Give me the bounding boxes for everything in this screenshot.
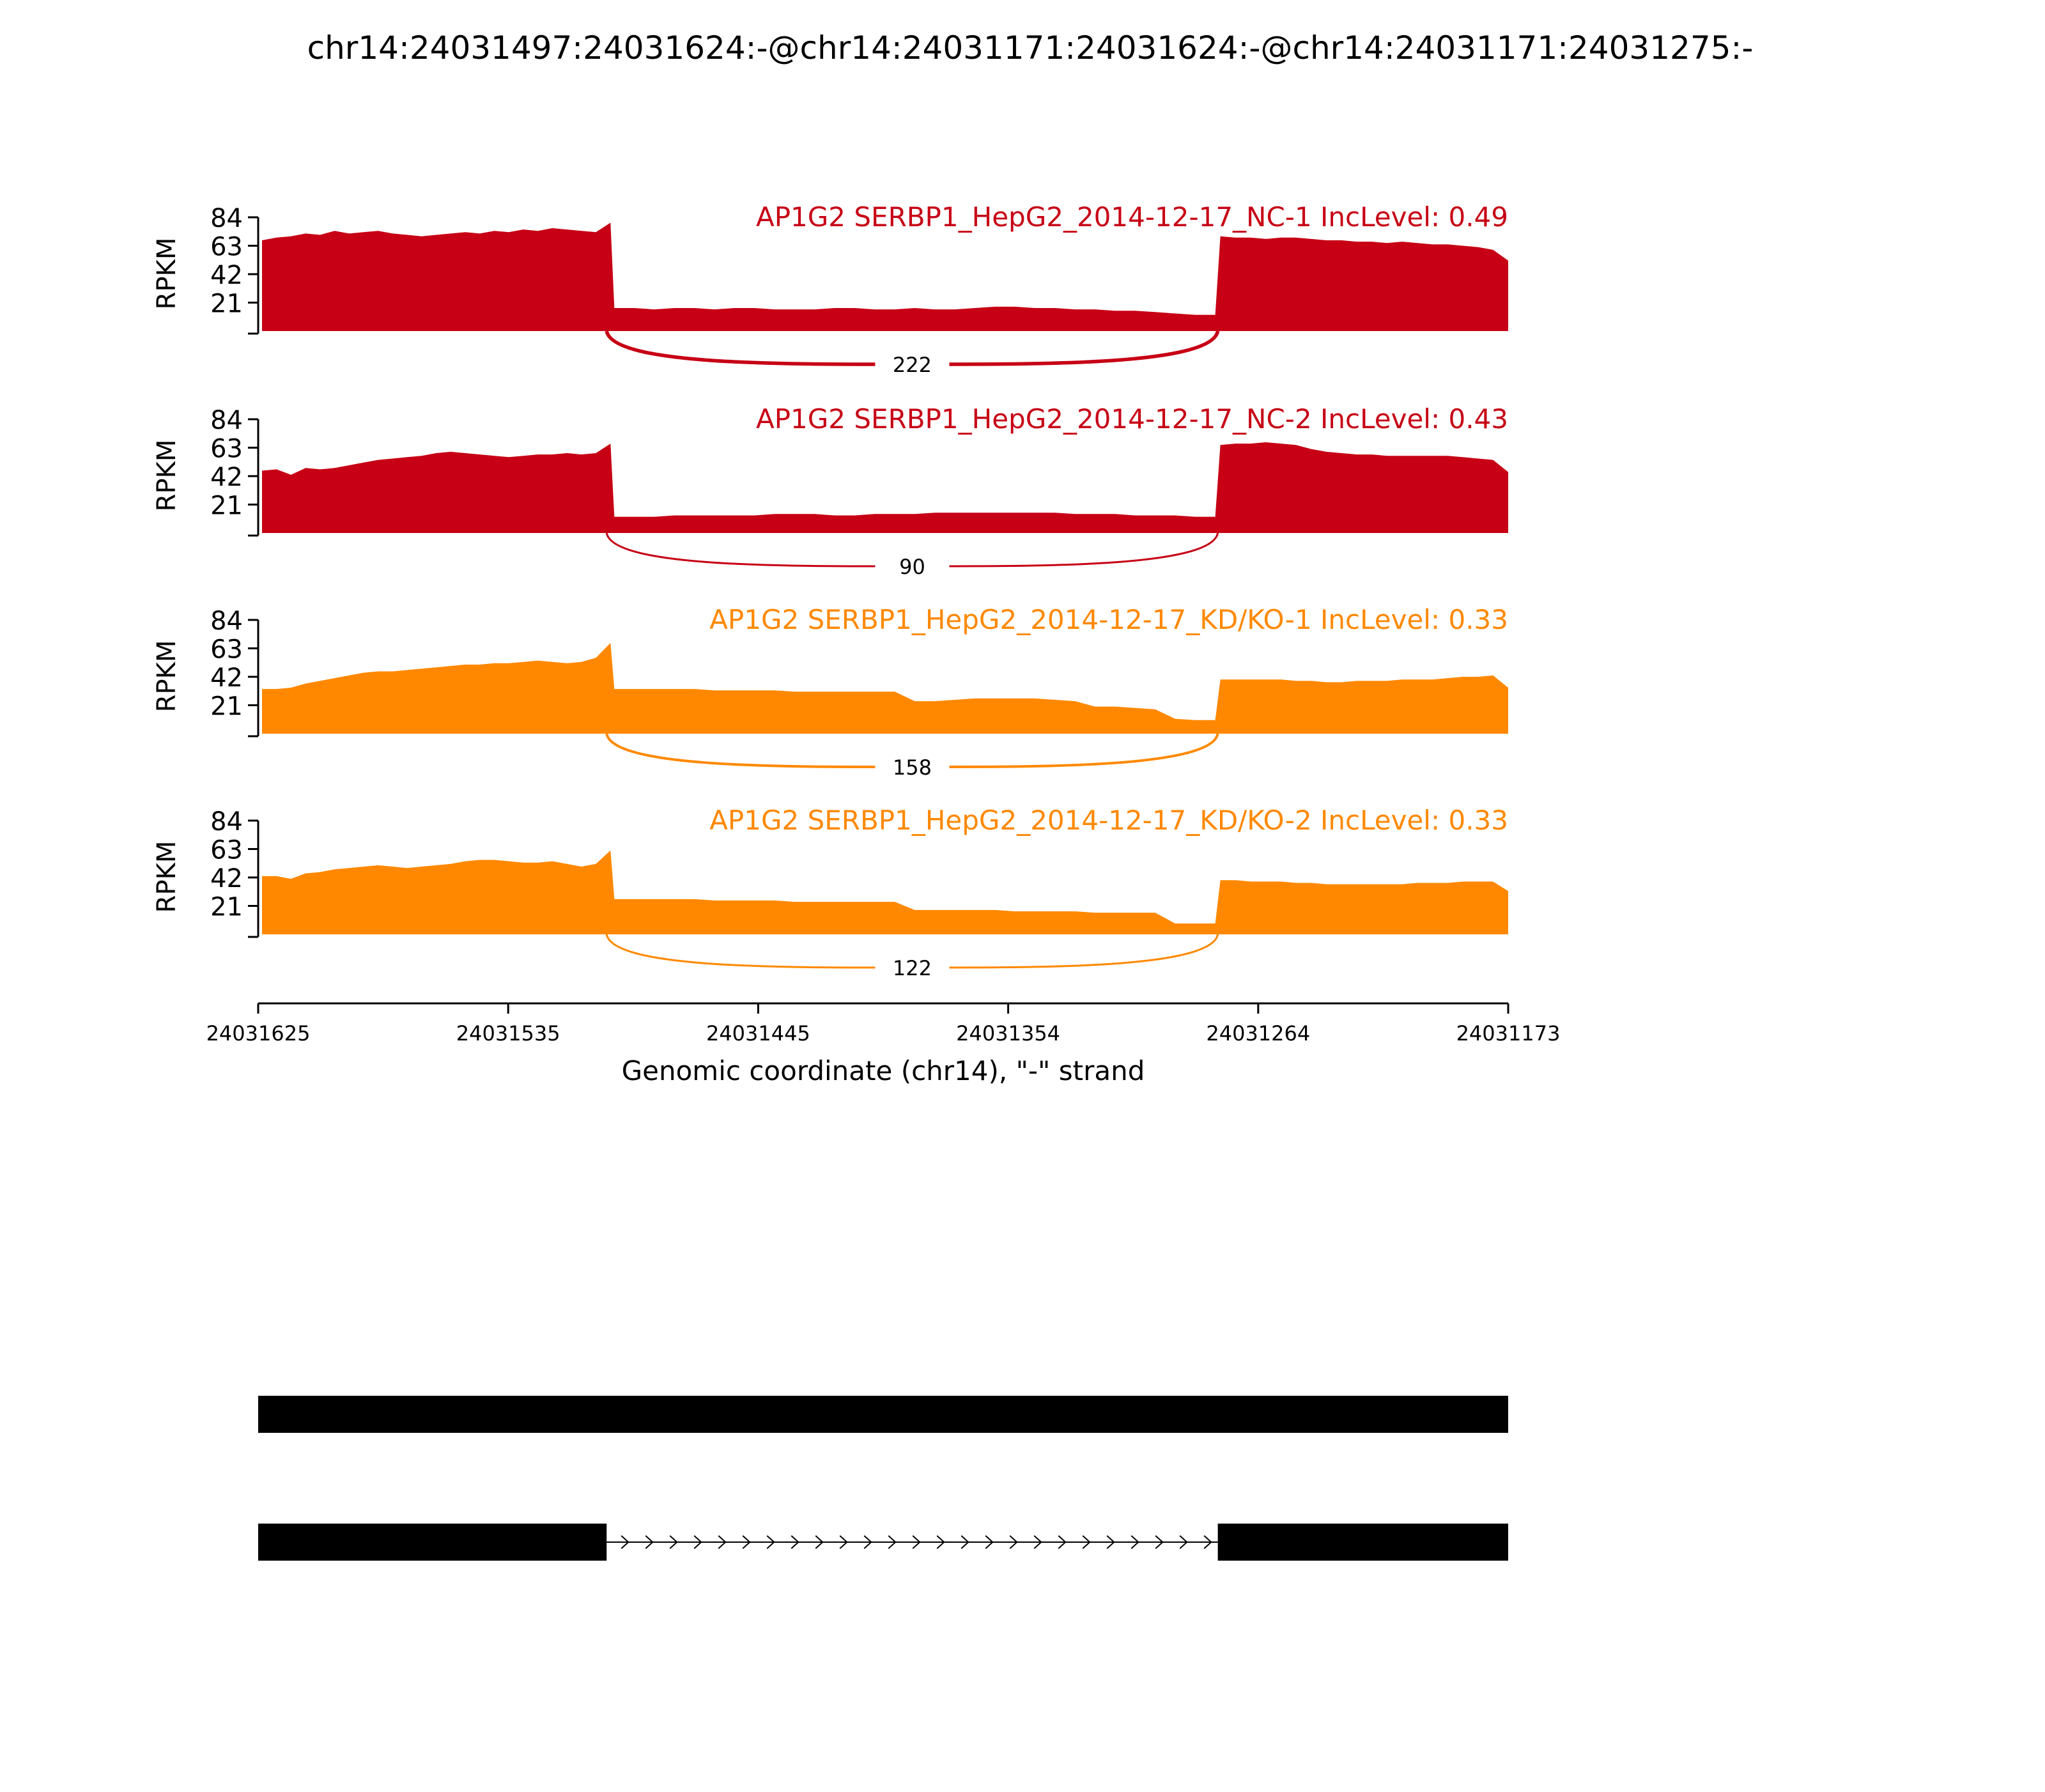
- track-4: [152, 805, 1508, 980]
- track-3: [152, 604, 1508, 780]
- junction-count: 122: [892, 956, 932, 980]
- coverage-area: [262, 643, 1508, 734]
- x-axis-label: Genomic coordinate (chr14), "-" strand: [621, 1055, 1145, 1086]
- track-2: [152, 403, 1508, 579]
- exon-block: [258, 1396, 1508, 1433]
- track-label: AP1G2 SERBP1_HepG2_2014-12-17_KD/KO-1 IncLevel: 0.33: [709, 604, 1508, 635]
- y-tick-label: 63: [210, 434, 243, 464]
- x-tick-label: 24031535: [456, 1021, 560, 1046]
- y-axis-label: RPKM: [152, 439, 181, 512]
- y-tick-label: 21: [210, 892, 243, 922]
- track-1: [152, 201, 1508, 377]
- x-axis: [206, 1003, 1561, 1046]
- chart-title: chr14:24031497:24031624:-@chr14:24031171:24031624:-@chr14:24031171:24031275:-: [307, 29, 1754, 66]
- x-tick-label: 24031625: [206, 1021, 311, 1046]
- y-tick-label: 21: [210, 691, 243, 722]
- coverage-tracks: [152, 201, 1508, 980]
- y-tick-label: 63: [210, 635, 243, 665]
- y-tick-label: 84: [210, 204, 243, 233]
- x-tick-label: 24031173: [1456, 1021, 1561, 1046]
- y-tick-label: 42: [210, 261, 243, 290]
- y-tick-label: 42: [210, 663, 243, 693]
- x-tick-label: 24031354: [956, 1021, 1061, 1046]
- y-axis-label: RPKM: [152, 840, 181, 913]
- exon-block: [1218, 1524, 1508, 1561]
- y-tick-label: 42: [210, 463, 243, 492]
- y-tick-label: 63: [210, 835, 243, 865]
- y-tick-label: 63: [210, 232, 243, 262]
- y-tick-label: 84: [210, 807, 243, 837]
- track-label: AP1G2 SERBP1_HepG2_2014-12-17_KD/KO-2 IncLevel: 0.33: [709, 805, 1508, 836]
- junction-count: 222: [892, 353, 932, 377]
- track-label: AP1G2 SERBP1_HepG2_2014-12-17_NC-2 IncLevel: 0.43: [755, 403, 1508, 435]
- y-axis-label: RPKM: [152, 237, 181, 310]
- junction-count: 158: [892, 755, 932, 780]
- isoform-1: [258, 1396, 1508, 1433]
- x-tick-label: 24031264: [1206, 1021, 1311, 1046]
- x-tick-label: 24031445: [706, 1021, 810, 1046]
- isoform-structures: [258, 1396, 1508, 1561]
- y-axis-label: RPKM: [152, 640, 181, 713]
- coverage-area: [262, 442, 1508, 533]
- y-tick-label: 21: [210, 289, 243, 319]
- y-tick-label: 84: [210, 606, 243, 636]
- junction-count: 90: [899, 555, 925, 579]
- coverage-area: [262, 851, 1508, 934]
- y-tick-label: 42: [210, 864, 243, 893]
- y-tick-label: 84: [210, 406, 243, 435]
- exon-block: [258, 1524, 606, 1561]
- coverage-area: [262, 223, 1508, 332]
- y-tick-label: 21: [210, 491, 243, 521]
- isoform-2: [258, 1524, 1508, 1561]
- track-label: AP1G2 SERBP1_HepG2_2014-12-17_NC-1 IncLevel: 0.49: [755, 201, 1508, 233]
